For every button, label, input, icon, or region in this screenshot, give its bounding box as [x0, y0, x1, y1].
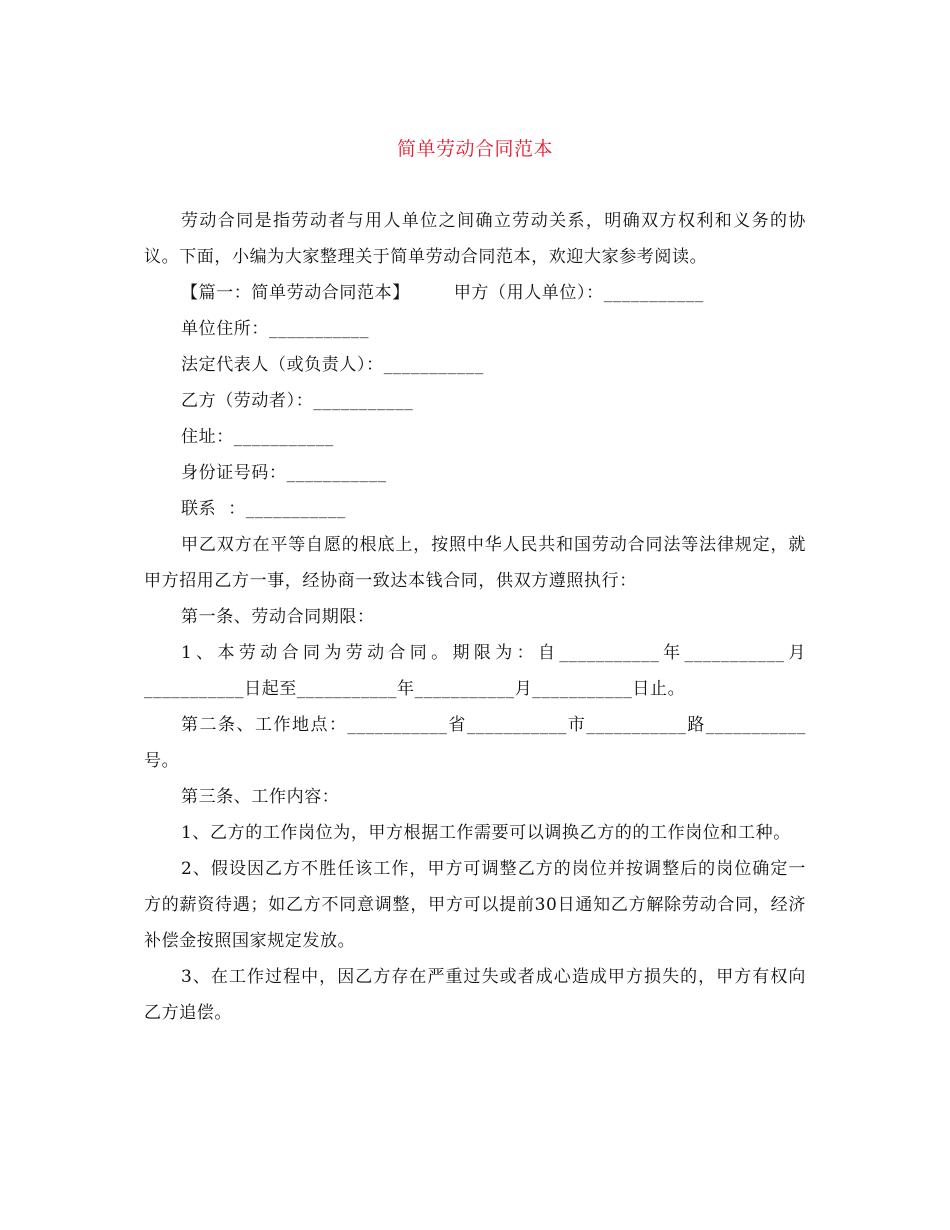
document-body: [144, 203, 806, 1031]
article-3-clause-2: 2、假设因乙方不胜任该工作，甲方可调整乙方的岗位并按调整后的岗位确定一方的薪资待遇；如乙方不同意调整，甲方可以提前30日通知乙方解除劳动合同，经济补偿金按照国家规定发放。: [144, 859, 806, 951]
party-a-field: 甲方（用人单位）：___________: [453, 283, 704, 303]
intro-paragraph: 劳动合同是指劳动者与用人单位之间确立劳动关系，明确双方权利和义务的协议。下面，小编为大家整理关于简单劳动合同范本，欢迎大家参考阅读。: [144, 211, 806, 267]
id-number-field: 身份证号码：___________: [181, 463, 387, 483]
article-1-heading: 第一条、劳动合同期限：: [181, 607, 375, 627]
document-title: 简单劳动合同范本: [396, 138, 553, 160]
unit-address-field: 单位住所：___________: [181, 319, 370, 339]
section-heading: 【篇一：简单劳动合同范本】: [181, 283, 410, 303]
article-3-heading: 第三条、工作内容：: [181, 787, 340, 807]
article-3-clause-3: 3、在工作过程中，因乙方存在严重过失或者成心造成甲方损失的，甲方有权向乙方追偿。: [144, 967, 806, 1023]
legal-representative-field: 法定代表人（或负责人）：___________: [181, 355, 484, 375]
article-3-clause-1: 1、乙方的工作岗位为，甲方根据工作需要可以调换乙方的的工作岗位和工种。: [181, 823, 791, 843]
article-1-clause-1: 1、本劳动合同为劳动合同。期限为：自___________年___________月___________日起至___________年___________月___________日止。: [144, 643, 806, 699]
address-field: 住址：___________: [181, 427, 334, 447]
section-heading-line: [144, 275, 806, 311]
contact-field: 联系 ：___________: [181, 499, 346, 519]
article-2-work-location: 第二条、工作地点：___________省___________市___________路___________号。: [144, 715, 806, 771]
party-b-field: 乙方（劳动者）：___________: [181, 391, 414, 411]
agreement-paragraph: 甲乙双方在平等自愿的根底上，按照中华人民共和国劳动合同法等法律规定，就甲方招用乙方一事，经协商一致达本钱合同，供双方遵照执行：: [144, 535, 806, 591]
